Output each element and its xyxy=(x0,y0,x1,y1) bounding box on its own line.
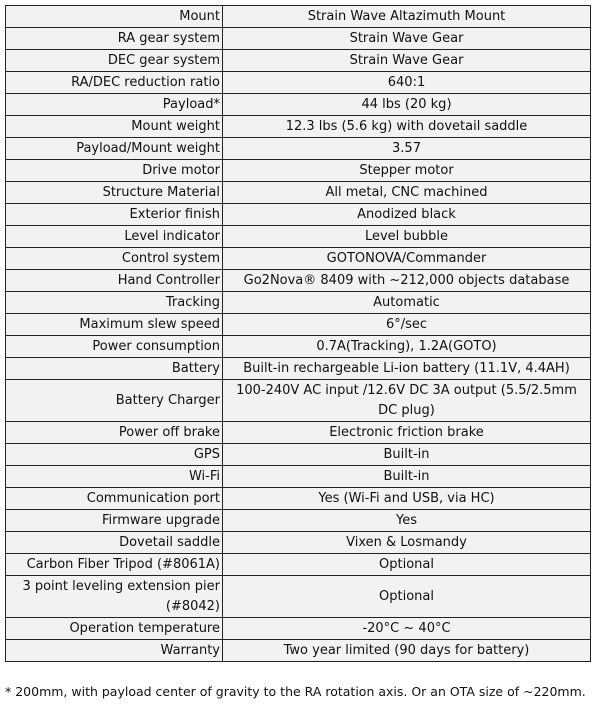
spec-label: Maximum slew speed xyxy=(6,314,223,336)
spec-value: Strain Wave Gear xyxy=(223,28,591,50)
spec-label: Hand Controller xyxy=(6,270,223,292)
spec-value: Go2Nova® 8409 with ~212,000 objects database xyxy=(223,270,591,292)
spec-label: Structure Material xyxy=(6,182,223,204)
table-row xyxy=(6,554,591,576)
spec-label: Payload/Mount weight xyxy=(6,138,223,160)
spec-value: Level bubble xyxy=(223,226,591,248)
spec-label: Battery Charger xyxy=(6,380,223,422)
table-row xyxy=(6,94,591,116)
spec-label: Control system xyxy=(6,248,223,270)
spec-value: Optional xyxy=(223,554,591,576)
spec-label: Power consumption xyxy=(6,336,223,358)
spec-value: Built-in xyxy=(223,466,591,488)
spec-value: Stepper motor xyxy=(223,160,591,182)
spec-value: 44 lbs (20 kg) xyxy=(223,94,591,116)
table-row xyxy=(6,358,591,380)
table-row xyxy=(6,422,591,444)
spec-label: Battery xyxy=(6,358,223,380)
table-row xyxy=(6,618,591,640)
spec-label: Warranty xyxy=(6,640,223,662)
spec-label: Mount weight xyxy=(6,116,223,138)
table-row xyxy=(6,226,591,248)
table-row xyxy=(6,160,591,182)
table-row xyxy=(6,6,591,28)
spec-value: GOTONOVA/Commander xyxy=(223,248,591,270)
table-row xyxy=(6,50,591,72)
spec-value: Yes xyxy=(223,510,591,532)
table-row xyxy=(6,314,591,336)
table-row xyxy=(6,532,591,554)
table-row xyxy=(6,204,591,226)
table-row xyxy=(6,248,591,270)
spec-value: 0.7A(Tracking), 1.2A(GOTO) xyxy=(223,336,591,358)
table-row xyxy=(6,292,591,314)
spec-value: Strain Wave Altazimuth Mount xyxy=(223,6,591,28)
spec-value: -20°C ~ 40°C xyxy=(223,618,591,640)
spec-value: 100-240V AC input /12.6V DC 3A output (5.5/2.5mm DC plug) xyxy=(223,380,591,422)
spec-value: Built-in xyxy=(223,444,591,466)
spec-label: Exterior finish xyxy=(6,204,223,226)
spec-value: Two year limited (90 days for battery) xyxy=(223,640,591,662)
spec-label: Mount xyxy=(6,6,223,28)
table-row xyxy=(6,640,591,662)
specifications-table xyxy=(5,5,591,662)
spec-value: 6°/sec xyxy=(223,314,591,336)
spec-label: Firmware upgrade xyxy=(6,510,223,532)
spec-label: Wi-Fi xyxy=(6,466,223,488)
table-row xyxy=(6,116,591,138)
spec-label: DEC gear system xyxy=(6,50,223,72)
spec-value: Strain Wave Gear xyxy=(223,50,591,72)
spec-label: Level indicator xyxy=(6,226,223,248)
spec-label: RA/DEC reduction ratio xyxy=(6,72,223,94)
spec-label: Carbon Fiber Tripod (#8061A) xyxy=(6,554,223,576)
table-row xyxy=(6,466,591,488)
table-row xyxy=(6,444,591,466)
table-row xyxy=(6,510,591,532)
spec-value: 3.57 xyxy=(223,138,591,160)
spec-label: Drive motor xyxy=(6,160,223,182)
spec-value: Automatic xyxy=(223,292,591,314)
spec-label: Communication port xyxy=(6,488,223,510)
table-row xyxy=(6,336,591,358)
spec-label: Power off brake xyxy=(6,422,223,444)
spec-value: Electronic friction brake xyxy=(223,422,591,444)
spec-value: Vixen & Losmandy xyxy=(223,532,591,554)
table-row xyxy=(6,576,591,618)
table-row xyxy=(6,270,591,292)
spec-label: Dovetail saddle xyxy=(6,532,223,554)
footnote: * 200mm, with payload center of gravity to the RA rotation axis. Or an OTA size of ~220mm. xyxy=(5,684,586,699)
spec-label: 3 point leveling extension pier (#8042) xyxy=(6,576,223,618)
spec-value: 12.3 lbs (5.6 kg) with dovetail saddle xyxy=(223,116,591,138)
table-row xyxy=(6,138,591,160)
spec-value: Yes (Wi-Fi and USB, via HC) xyxy=(223,488,591,510)
spec-label: Tracking xyxy=(6,292,223,314)
table-row xyxy=(6,28,591,50)
spec-label: RA gear system xyxy=(6,28,223,50)
spec-label: Operation temperature xyxy=(6,618,223,640)
spec-label: GPS xyxy=(6,444,223,466)
table-row xyxy=(6,488,591,510)
spec-label: Payload* xyxy=(6,94,223,116)
spec-value: All metal, CNC machined xyxy=(223,182,591,204)
spec-value: Optional xyxy=(223,576,591,618)
table-row xyxy=(6,380,591,422)
table-row xyxy=(6,72,591,94)
spec-value: Anodized black xyxy=(223,204,591,226)
spec-value: 640:1 xyxy=(223,72,591,94)
spec-value: Built-in rechargeable Li-ion battery (11.1V, 4.4AH) xyxy=(223,358,591,380)
table-row xyxy=(6,182,591,204)
